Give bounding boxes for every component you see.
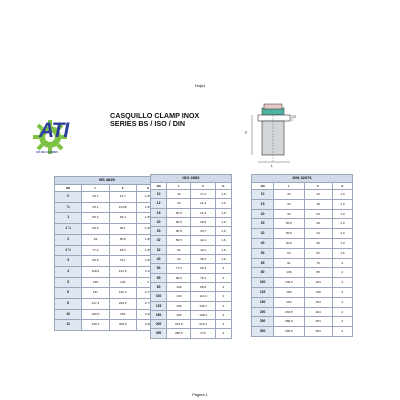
table-cell: 1,0 <box>332 229 352 239</box>
table-cell: 50,5 <box>167 208 191 217</box>
column-header: F <box>109 184 136 192</box>
table-cell: 129 <box>304 287 332 297</box>
page-title <box>110 112 199 128</box>
table-cell: 1,6 <box>215 245 231 254</box>
table-cell: 339,5 <box>274 327 304 337</box>
table-cell: 254 <box>304 317 332 327</box>
table-cell: 42,4 <box>191 236 215 245</box>
table-cell: 130 <box>167 292 191 301</box>
dn-cell: 150 <box>151 310 167 319</box>
table-row <box>55 224 160 235</box>
table-cell: 2 <box>215 329 231 338</box>
table-cell: 33,7 <box>191 227 215 236</box>
table-cell: 42,4 <box>191 245 215 254</box>
table-cell: 154 <box>304 297 332 307</box>
table-row <box>55 288 160 299</box>
table-cell: 183 <box>167 310 191 319</box>
table-cell: 34 <box>167 190 191 199</box>
table-cell: 2 <box>332 297 352 307</box>
table-cell: 91 <box>274 258 304 268</box>
table-cell: 48,3 <box>191 255 215 264</box>
table-cell: 50,4 <box>82 213 109 224</box>
table-cell: 183 <box>274 297 304 307</box>
dn-cell: 250 <box>151 329 167 338</box>
table-row <box>55 299 160 310</box>
table-cell: 90,9 <box>82 256 109 267</box>
column-header: G <box>332 182 352 190</box>
table-cell: 118,9 <box>82 266 109 277</box>
table-cell: 1,0 <box>215 217 231 226</box>
table-cell: 1,65 <box>136 213 159 224</box>
table-cell: 18 <box>304 199 332 209</box>
column-header: L <box>82 184 109 192</box>
table-cell: 2 <box>215 292 231 301</box>
table-cell: 217,4 <box>82 299 109 310</box>
table-cell: 34 <box>167 199 191 208</box>
table-cell: 64 <box>167 255 191 264</box>
dn-cell: 32 <box>151 245 167 254</box>
dn-cell: 200 <box>252 307 274 317</box>
table-cell: 38,1 <box>109 224 136 235</box>
table-cell: 1,0 <box>215 199 231 208</box>
table-cell: 2 <box>332 278 352 288</box>
table-row <box>151 301 232 310</box>
table-cell: 3,40 <box>136 320 159 331</box>
table-cell: 50,5 <box>274 238 304 248</box>
table-header: ISO 2852 <box>151 175 232 183</box>
table-cell: 64 <box>82 234 109 245</box>
dn-cell: 200 <box>151 320 167 329</box>
dn-cell: 32 <box>252 229 274 239</box>
table-cell: 2 <box>136 277 159 288</box>
column-header: G <box>136 184 159 192</box>
dn-cell: 100 <box>252 278 274 288</box>
table-cell: 21,3 <box>191 199 215 208</box>
table-cell: 77,5 <box>167 264 191 273</box>
dn-cell: 1 ¼ <box>55 224 82 235</box>
dn-cell: 15 <box>252 199 274 209</box>
dn-cell: 6 <box>55 288 82 299</box>
table-row <box>151 217 232 226</box>
table-cell: 2 <box>215 320 231 329</box>
table-row <box>252 287 353 297</box>
table-cell: 88,9 <box>191 282 215 291</box>
table-row <box>151 310 232 319</box>
dn-cell: 20 <box>252 209 274 219</box>
ferrule-drawing <box>240 100 300 172</box>
table-cell: 1,0 <box>215 208 231 217</box>
table-cell: 233,5 <box>167 320 191 329</box>
column-header: G <box>215 182 231 190</box>
table-cell: 34 <box>274 190 304 200</box>
dn-cell: 40 <box>252 238 274 248</box>
table-cell: 40 <box>304 238 332 248</box>
drawing-label-l: L <box>271 163 274 168</box>
table-cell: 167 <box>82 288 109 299</box>
dn-cell: 1 <box>55 213 82 224</box>
column-header: DN <box>55 184 82 192</box>
table-row <box>252 317 353 327</box>
table-row <box>252 238 353 248</box>
table-row <box>55 266 160 277</box>
table-cell: 21,3 <box>191 208 215 217</box>
table-cell: 1,0 <box>332 190 352 200</box>
table-cell: 34 <box>274 199 304 209</box>
dn-cell: 125 <box>151 301 167 310</box>
dn-cell: 12 <box>55 320 82 331</box>
drawing-label-f: F <box>245 130 248 135</box>
dn-cell: 100 <box>151 292 167 301</box>
table-cell: 50,5 <box>274 229 304 239</box>
dn-cell: 10 <box>252 190 274 200</box>
table-row <box>252 248 353 258</box>
table-cell: 168,3 <box>191 310 215 319</box>
dn-cell: 25 <box>151 227 167 236</box>
table-cell: 1,0 <box>215 227 231 236</box>
table-row <box>55 192 160 203</box>
table-cell: 1,65 <box>136 224 159 235</box>
table-row <box>151 208 232 217</box>
table-cell: 2 <box>332 317 352 327</box>
table-cell: 17,2 <box>191 190 215 199</box>
table-cell: 60,3 <box>191 264 215 273</box>
table-cell: 2 <box>332 327 352 337</box>
table-row <box>151 329 232 338</box>
table-row <box>252 199 353 209</box>
table-cell: 203,2 <box>109 299 136 310</box>
table-cell: 106 <box>274 268 304 278</box>
table-cell: 52 <box>304 248 332 258</box>
table-cell: 34 <box>274 209 304 219</box>
table-cell: 1,0 <box>332 209 352 219</box>
table-row <box>151 199 232 208</box>
table-cell: 1,0 <box>215 190 231 199</box>
table-row <box>55 202 160 213</box>
dn-cell: 80 <box>151 282 167 291</box>
table-cell: 1,0 <box>332 238 352 248</box>
table-cell: 304 <box>304 327 332 337</box>
table-cell: 26,9 <box>191 217 215 226</box>
dn-cell: 32 <box>151 236 167 245</box>
page-footer: Página 1 <box>192 392 208 397</box>
dn-cell: 80 <box>252 268 274 278</box>
table-cell: 286,5 <box>167 329 191 338</box>
table-cell: 85 <box>304 268 332 278</box>
table-row <box>151 227 232 236</box>
dn-cell: 2 ½ <box>55 245 82 256</box>
table-cell: 77,4 <box>82 245 109 256</box>
table-cell: 2 <box>215 282 231 291</box>
dn-cell: 2 <box>55 234 82 245</box>
table-row <box>55 320 160 331</box>
table-cell: 50,5 <box>167 217 191 226</box>
table-header: DIN 32676 <box>252 175 353 183</box>
table-cell: 70 <box>304 258 332 268</box>
table-row <box>55 213 160 224</box>
drawing-label-g: G <box>293 114 297 119</box>
table-cell: 204 <box>304 307 332 317</box>
table-cell: 219,1 <box>191 320 215 329</box>
table-cell: 1,0 <box>332 219 352 229</box>
dn-cell: 65 <box>151 273 167 282</box>
table-row <box>252 327 353 337</box>
column-header: DN <box>151 182 167 190</box>
table-cell: 129 <box>109 277 136 288</box>
table-cell: 2 <box>215 301 231 310</box>
table-cell: 2 <box>332 258 352 268</box>
iso-2852-table <box>150 174 232 339</box>
table-row <box>151 245 232 254</box>
table-cell: 64 <box>274 248 304 258</box>
dn-cell: 250 <box>252 317 274 327</box>
table-cell: 90,9 <box>167 273 191 282</box>
table-row <box>55 277 160 288</box>
table-cell: 104 <box>304 278 332 288</box>
dn-cell: 4 <box>55 266 82 277</box>
table-cell: 34 <box>304 229 332 239</box>
table-cell: 12,7 <box>109 192 136 203</box>
table-cell: 101,6 <box>109 266 136 277</box>
bs-4825-table <box>54 176 160 331</box>
table-row <box>55 245 160 256</box>
table-cell: 50,4 <box>82 224 109 235</box>
table-cell: 1,65 <box>136 234 159 245</box>
table-cell: 273 <box>191 329 215 338</box>
table-cell: 50,5 <box>167 236 191 245</box>
table-row <box>55 234 160 245</box>
table-row <box>151 282 232 291</box>
table-cell: 1,65 <box>136 245 159 256</box>
table-cell: 19,05 <box>109 202 136 213</box>
column-header: F <box>191 182 215 190</box>
table-cell: 106 <box>167 282 191 291</box>
table-cell: 130,5 <box>274 278 304 288</box>
logo-subtext: ATI SOLUCIONES <box>36 151 58 154</box>
table-row <box>252 307 353 317</box>
table-cell: 2 <box>332 307 352 317</box>
table-cell: 50,8 <box>109 234 136 245</box>
table-cell: 1,65 <box>136 202 159 213</box>
table-cell: 76,1 <box>109 256 136 267</box>
table-cell: 1,6 <box>332 248 352 258</box>
table-cell: 12 <box>304 190 332 200</box>
table-cell: 1,6 <box>215 236 231 245</box>
table-cell: 254 <box>109 309 136 320</box>
table-cell: 50,5 <box>167 227 191 236</box>
table-cell: 64 <box>167 245 191 254</box>
dn-cell: 8 <box>55 299 82 310</box>
column-header: F <box>304 182 332 190</box>
dn-cell: 50 <box>252 248 274 258</box>
table-cell: 1,65 <box>136 256 159 267</box>
column-header: L <box>167 182 191 190</box>
logo-text: ATI <box>39 119 69 142</box>
title-line-2: SERIES BS / ISO / DIN <box>110 119 186 129</box>
din-32676-table <box>251 174 353 337</box>
table-row <box>55 256 160 267</box>
table-cell: 2 <box>332 268 352 278</box>
column-header: DN <box>252 182 274 190</box>
table-cell: 1,65 <box>136 192 159 203</box>
table-cell: 309,6 <box>109 320 136 331</box>
table-row <box>151 190 232 199</box>
dn-cell: 10 <box>55 309 82 320</box>
dn-cell: ¾ <box>55 202 82 213</box>
table-cell: 155 <box>82 277 109 288</box>
table-row <box>151 255 232 264</box>
table-cell: 319,3 <box>82 320 109 331</box>
table-row <box>252 278 353 288</box>
table-row <box>252 297 353 307</box>
table-cell: 2,77 <box>136 288 159 299</box>
table-cell: 2 <box>215 310 231 319</box>
dn-cell: 300 <box>252 327 274 337</box>
table-cell: 22 <box>304 209 332 219</box>
table-row <box>252 219 353 229</box>
table-cell: 2 <box>215 273 231 282</box>
table-row <box>252 258 353 268</box>
table-row <box>151 292 232 301</box>
table-cell: 50,5 <box>274 219 304 229</box>
dn-cell: 40 <box>151 255 167 264</box>
dn-cell: 5 <box>55 277 82 288</box>
table-cell: 233,5 <box>274 307 304 317</box>
table-cell: 139,7 <box>191 301 215 310</box>
dn-cell: 25 <box>252 219 274 229</box>
table-row <box>252 190 353 200</box>
dn-cell: 20 <box>151 217 167 226</box>
table-cell: 2 <box>215 264 231 273</box>
dn-cell: 65 <box>252 258 274 268</box>
table-cell: 1,6 <box>215 255 231 264</box>
table-row <box>252 268 353 278</box>
table-cell: 63,5 <box>109 245 136 256</box>
table-cell: 2,11 <box>136 266 159 277</box>
table-cell: 3,40 <box>136 309 159 320</box>
table-row <box>151 236 232 245</box>
table-row <box>252 229 353 239</box>
table-cell: 268,5 <box>82 309 109 320</box>
table-cell: 114,3 <box>191 292 215 301</box>
table-cell: 25,1 <box>82 192 109 203</box>
table-row <box>252 209 353 219</box>
table-cell: 28 <box>304 219 332 229</box>
table-cell: 25,4 <box>109 213 136 224</box>
dn-cell: 125 <box>252 287 274 297</box>
table-header: BS 4825 <box>55 177 160 185</box>
title-line-1: CASQUILLO CLAMP INOX <box>110 111 200 120</box>
table-cell: 155 <box>167 301 191 310</box>
dn-cell: 10 <box>151 190 167 199</box>
table-cell: 76,1 <box>191 273 215 282</box>
dn-cell: 50 <box>151 264 167 273</box>
table-cell: 1,0 <box>332 199 352 209</box>
dn-cell: 15 <box>151 208 167 217</box>
dn-cell: 3 <box>55 256 82 267</box>
table-cell: 25,1 <box>82 202 109 213</box>
table-row <box>151 320 232 329</box>
table-row <box>55 309 160 320</box>
table-cell: 2 <box>332 287 352 297</box>
dn-cell: 12 <box>151 199 167 208</box>
table-cell: 286,5 <box>274 317 304 327</box>
sheet-label: Hoja1 <box>194 83 206 88</box>
table-cell: 2,77 <box>136 299 159 310</box>
dn-cell: 150 <box>252 297 274 307</box>
table-cell: 155 <box>274 287 304 297</box>
table-row <box>151 273 232 282</box>
table-row <box>151 264 232 273</box>
table-cell: 152,4 <box>109 288 136 299</box>
dn-cell: ½ <box>55 192 82 203</box>
column-header: L <box>274 182 304 190</box>
